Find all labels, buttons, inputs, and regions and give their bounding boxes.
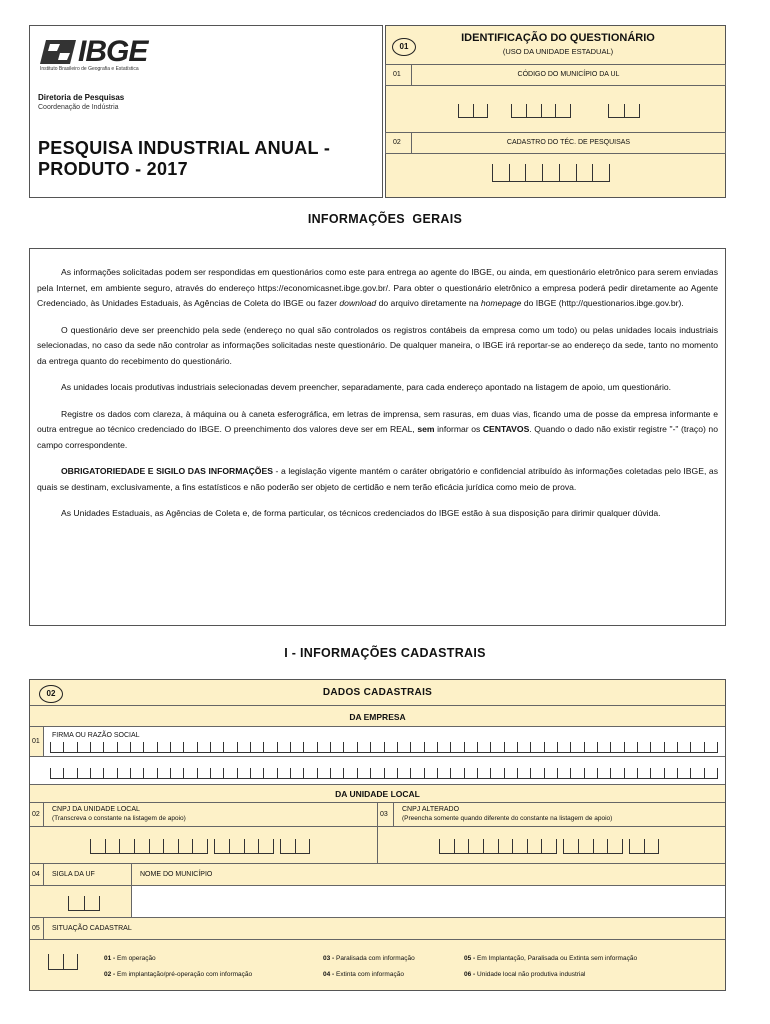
tick-mark: [477, 768, 478, 778]
tick-mark: [197, 768, 198, 778]
tick-mark: [103, 742, 104, 752]
tick-mark: [90, 768, 91, 778]
tick-mark: [210, 742, 211, 752]
tick-mark: [223, 742, 224, 752]
tick-mark: [677, 768, 678, 778]
tick-mark: [303, 742, 304, 752]
info-paragraph-5: OBRIGATORIEDADE E SIGILO DAS INFORMAÇÕES - a legislação vigente mantém o caráter obrigatório e confidencial atribuído às informações coletadas pelo IBGE, as quais se destinam, exclusivamente, a fins estatísticos e não poderão ser objeto de certidão e nem terão eficácia jurídica como meio de prova.: [37, 466, 718, 492]
tick-mark: [450, 742, 451, 752]
tick-mark: [704, 768, 705, 778]
tick-mark: [317, 742, 318, 752]
tick-mark: [210, 768, 211, 778]
municipio-label: CÓDIGO DO MUNICÍPIO DA UL: [517, 71, 620, 78]
status-option-01: 01 - Em operação: [104, 955, 156, 962]
tick-mark: [610, 742, 611, 752]
tick-mark: [183, 742, 184, 752]
tick-mark: [117, 768, 118, 778]
tick-mark: [570, 742, 571, 752]
info-paragraph-1: As informações solicitadas podem ser respondidas em questionários como este para entrega ao agente do IBGE, ou ainda, em questionário eletrônico para serem enviadas pela Internet, em ambiente seguro, através do endereço https://economicasnet.ibge.gov.br/. Para obter o questionário eletrônico a empresa poderá pedir diretamente ao Agente Credenciado, às Unidades Estaduais, às Agências de Coleta do IBGE ou fazer download do arquivo diretamente na homepage do IBGE (http://questionarios.ibge.gov.br).: [37, 267, 718, 308]
tick-mark: [237, 742, 238, 752]
uf-label: SIGLA DA UF: [52, 871, 95, 878]
cnpj-inputs-row: [30, 827, 725, 864]
identification-title: IDENTIFICAÇÃO DO QUESTIONÁRIO: [461, 32, 655, 44]
tick-mark: [277, 742, 278, 752]
tick-mark: [263, 742, 264, 752]
tick-mark: [424, 742, 425, 752]
identification-subtitle: (USO DA UNIDADE ESTADUAL): [502, 47, 614, 56]
uf-input-row: [30, 886, 725, 918]
ibge-logo-icon: [40, 40, 76, 64]
survey-title-line2: PRODUTO - 2017: [38, 159, 188, 179]
tick-mark: [223, 768, 224, 778]
tick-mark: [130, 742, 131, 752]
tick-mark: [664, 768, 665, 778]
tick-mark: [343, 768, 344, 778]
tick-mark: [664, 742, 665, 752]
tick-mark: [717, 768, 718, 778]
company-heading: DA EMPRESA: [30, 706, 725, 727]
field-number: 02: [386, 133, 412, 153]
tick-mark: [370, 768, 371, 778]
tick-mark: [584, 742, 585, 752]
tick-mark: [597, 742, 598, 752]
municipality-label: NOME DO MUNICÍPIO: [140, 871, 213, 878]
tick-mark: [170, 768, 171, 778]
cadastro-label: CADASTRO DO TÉC. DE PESQUISAS: [506, 139, 631, 146]
tick-mark: [250, 768, 251, 778]
registry-box: [29, 679, 726, 991]
tick-mark: [370, 742, 371, 752]
tick-mark: [690, 768, 691, 778]
tick-mark: [317, 768, 318, 778]
cadastro-tecnico-field[interactable]: [386, 154, 726, 198]
tick-mark: [410, 742, 411, 752]
tick-mark: [103, 768, 104, 778]
tick-mark: [504, 742, 505, 752]
status-option-03: 03 - Paralisada com informação: [323, 955, 415, 962]
tick-mark: [143, 742, 144, 752]
status-options-area: [30, 940, 725, 990]
cnpj-changed-hint: (Preencha somente quando diferente do constante na listagem de apoio): [402, 815, 613, 822]
identification-box: [385, 25, 726, 198]
tick-mark: [437, 768, 438, 778]
tick-mark: [544, 768, 545, 778]
tick-mark: [290, 742, 291, 752]
tick-mark: [77, 768, 78, 778]
tick-mark: [384, 742, 385, 752]
tick-mark: [677, 742, 678, 752]
info-paragraph-3: As unidades locais produtivas industriais selecionadas devem preencher, separadamente, para cada endereço apontado na listagem de apoio, um questionário.: [61, 382, 672, 392]
cnpj-local-hint: (Transcreva o constante na listagem de apoio): [52, 815, 186, 822]
survey-title-line1: PESQUISA INDUSTRIAL ANUAL -: [38, 138, 331, 158]
tick-mark: [464, 742, 465, 752]
tick-mark: [464, 768, 465, 778]
tick-mark: [597, 768, 598, 778]
info-paragraph-2: O questionário deve ser preenchido pela sede (endereço no qual são controlados os registros contábeis da empresa como um todo) ou pelas unidades locais industriais selecionadas, no caso da sede não controlar as informações solicitadas neste questionário. De qualquer maneira, o IBGE irá reportar-se ao endereço da sede, tanto no momento da entrega quanto do recebimento do questionário.: [37, 324, 718, 366]
tick-mark: [303, 768, 304, 778]
tick-mark: [183, 768, 184, 778]
tick-mark: [50, 742, 51, 752]
cnpj-local-label: CNPJ DA UNIDADE LOCAL: [52, 806, 140, 813]
tick-mark: [330, 742, 331, 752]
tick-mark: [357, 768, 358, 778]
info-paragraph-6: As Unidades Estaduais, as Agências de Coleta e, de forma particular, os técnicos credenciados do IBGE estão à sua disposição para dirimir qualquer dúvida.: [61, 508, 661, 518]
company-name-field-line2[interactable]: [30, 757, 725, 785]
tick-mark: [330, 768, 331, 778]
coordination: Coordenação de Indústria: [38, 104, 119, 111]
directorate: Diretoria de Pesquisas: [38, 93, 125, 102]
tick-mark: [410, 768, 411, 778]
tick-mark: [397, 768, 398, 778]
status-label-row: [30, 918, 725, 940]
tick-mark: [650, 768, 651, 778]
tick-mark: [157, 742, 158, 752]
field-number: 05: [30, 918, 44, 939]
ibge-logo: [40, 35, 170, 74]
tick-mark: [263, 768, 264, 778]
tick-mark: [290, 768, 291, 778]
tick-mark: [50, 768, 51, 778]
identification-section-badge: 01: [392, 36, 416, 56]
tick-mark: [570, 768, 571, 778]
cnpj-changed-label: CNPJ ALTERADO: [402, 806, 460, 813]
status-input[interactable]: [48, 954, 78, 970]
status-option-06: 06 - Unidade local não produtiva industrial: [464, 971, 586, 978]
tick-mark: [197, 742, 198, 752]
info-paragraph-4: Registre os dados com clareza, à máquina ou à caneta esferográfica, em letras de imprensa, sem rasuras, em duas vias, ficando uma de posse da empresa informante e outra entregue ao técnico credenciado do IBGE. O preenchimento dos valores deve ser em REAL, sem informar os CENTAVOS. Quando o dado não existir registre "-" (traço) no campo correspondente.: [37, 408, 718, 450]
status-option-05: 05 - Em Implantação, Paralisada ou Extinta sem informação: [464, 955, 638, 962]
tick-mark: [450, 768, 451, 778]
tick-mark: [717, 742, 718, 752]
tick-mark: [530, 742, 531, 752]
tick-mark: [637, 742, 638, 752]
status-option-04: 04 - Extinta com informação: [323, 971, 404, 978]
field-number: 01: [386, 65, 412, 85]
tick-mark: [157, 768, 158, 778]
company-name-ticks-2: [50, 769, 718, 779]
tick-mark: [117, 742, 118, 752]
tick-mark: [424, 768, 425, 778]
general-info-heading: INFORMAÇÕES GERAIS: [307, 212, 463, 226]
tick-mark: [277, 768, 278, 778]
field-number: 02: [30, 803, 44, 826]
tick-mark: [517, 742, 518, 752]
field-number: 03: [378, 803, 394, 826]
municipality-input[interactable]: [132, 886, 725, 917]
tick-mark: [624, 768, 625, 778]
tick-mark: [143, 768, 144, 778]
tick-mark: [477, 742, 478, 752]
tick-mark: [437, 742, 438, 752]
tick-mark: [250, 742, 251, 752]
tick-mark: [624, 742, 625, 752]
tick-mark: [650, 742, 651, 752]
header-box: [29, 25, 383, 198]
municipio-code-field[interactable]: [386, 86, 726, 132]
tick-mark: [384, 768, 385, 778]
tick-mark: [704, 742, 705, 752]
cadastro-label-row: [385, 132, 726, 154]
tick-mark: [490, 742, 491, 752]
tick-mark: [517, 768, 518, 778]
tick-mark: [90, 742, 91, 752]
general-info-box: [29, 248, 726, 626]
company-name-ticks-1: [50, 743, 718, 753]
registry-heading: I - INFORMAÇÕES CADASTRAIS: [284, 646, 486, 660]
tick-mark: [357, 742, 358, 752]
tick-mark: [63, 742, 64, 752]
status-label: SITUAÇÃO CADASTRAL: [52, 925, 132, 932]
tick-mark: [557, 768, 558, 778]
local-unit-heading: DA UNIDADE LOCAL: [30, 785, 725, 803]
company-name-label: FIRMA OU RAZÃO SOCIAL: [52, 732, 140, 739]
tick-mark: [397, 742, 398, 752]
tick-mark: [63, 768, 64, 778]
tick-mark: [530, 768, 531, 778]
municipio-label-row: [385, 64, 726, 86]
tick-mark: [343, 742, 344, 752]
logo-text: IBGE: [78, 35, 148, 68]
logo-subtext: Instituto Brasileiro de Geografia e Estatística: [40, 66, 139, 72]
tick-mark: [610, 768, 611, 778]
tick-mark: [77, 742, 78, 752]
field-number: 04: [30, 864, 44, 885]
uf-input[interactable]: [68, 896, 100, 911]
tick-mark: [490, 768, 491, 778]
cnpj-label-row: [30, 803, 725, 827]
tick-mark: [130, 768, 131, 778]
uf-label-row: [30, 864, 725, 886]
tick-mark: [170, 742, 171, 752]
tick-mark: [584, 768, 585, 778]
tick-mark: [544, 742, 545, 752]
company-name-field[interactable]: [30, 727, 725, 757]
tick-mark: [237, 768, 238, 778]
registry-section-badge: 02: [39, 683, 63, 703]
field-number: 01: [30, 727, 44, 756]
tick-mark: [637, 768, 638, 778]
tick-mark: [557, 742, 558, 752]
status-option-02: 02 - Em implantação/pré-operação com informação: [104, 971, 253, 978]
registry-title-row: [30, 680, 725, 706]
tick-mark: [504, 768, 505, 778]
registry-title: DADOS CADASTRAIS: [322, 687, 433, 698]
tick-mark: [690, 742, 691, 752]
